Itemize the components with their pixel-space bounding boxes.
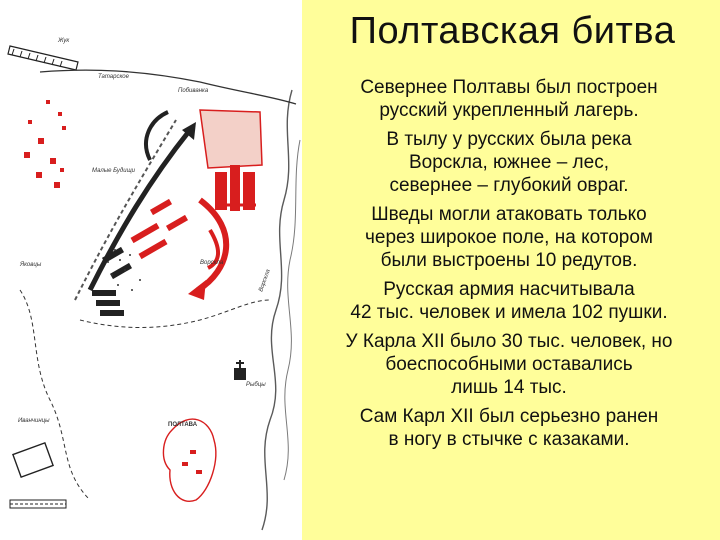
paragraph-charles-wounded (304, 405, 714, 451)
text-line: Шведы могли атаковать только (371, 204, 647, 225)
map-label-pobivanka: Побиванка (178, 88, 209, 94)
church-icon (234, 360, 246, 380)
text-line: были выстроены 10 редутов. (380, 250, 638, 271)
map-label-vorskla: Ворскла (200, 260, 224, 266)
paragraph-russian-army (304, 278, 714, 324)
text-line: Сам Карл XII был серьезно ранен (359, 406, 659, 427)
text-line: в ногу в стычке с казаками. (388, 429, 630, 450)
paragraph-swedish-army (304, 330, 714, 399)
russian-camp (200, 110, 262, 211)
slide-body (304, 76, 714, 457)
paragraph-camp (304, 76, 714, 122)
map-label-zhuk: Жук (58, 38, 70, 44)
redoubts (24, 100, 66, 188)
text-line: У Карла XII было 30 тыс. человек, но (345, 331, 673, 352)
map-label-malye-budishi: Малые Будищи (92, 168, 136, 174)
map-label-vorskla-river: Ворскла (258, 268, 272, 293)
map-label-poltava: ПОЛТАВА (168, 422, 198, 428)
map-label-ivanchintsy: Иванчинцы (18, 418, 50, 424)
swedish-column-north (8, 46, 78, 70)
slide-title: Полтавская битва (349, 10, 676, 52)
text-line: боеспособными оставались (385, 354, 633, 375)
battle-map-drawing (0, 0, 302, 540)
battle-map (0, 0, 302, 540)
text-line: русский укрепленный лагерь. (379, 100, 639, 121)
map-label-yakovtsy: Яковцы (20, 262, 42, 268)
text-line: 42 тыс. человек и имела 102 пушки. (350, 302, 668, 323)
text-line: севернее – глубокий овраг. (389, 175, 629, 196)
map-label-rybtsy: Рыбцы (246, 382, 266, 388)
text-line: В тылу у русских была река (386, 129, 632, 150)
text-line: через широкое поле, на котором (364, 227, 653, 248)
text-line: Севернее Полтавы был построен (360, 77, 658, 98)
paragraph-redoubts (304, 203, 714, 272)
text-line: Русская армия насчитывала (383, 279, 635, 300)
text-line: лишь 14 тыс. (451, 377, 567, 398)
paragraph-terrain (304, 128, 714, 197)
poltava-town (163, 419, 215, 501)
text-line: Ворскла, южнее – лес, (409, 152, 609, 173)
map-label-tatarsky: Татарское (98, 74, 129, 80)
swedish-camp (10, 443, 66, 508)
swedish-lines (92, 199, 188, 316)
